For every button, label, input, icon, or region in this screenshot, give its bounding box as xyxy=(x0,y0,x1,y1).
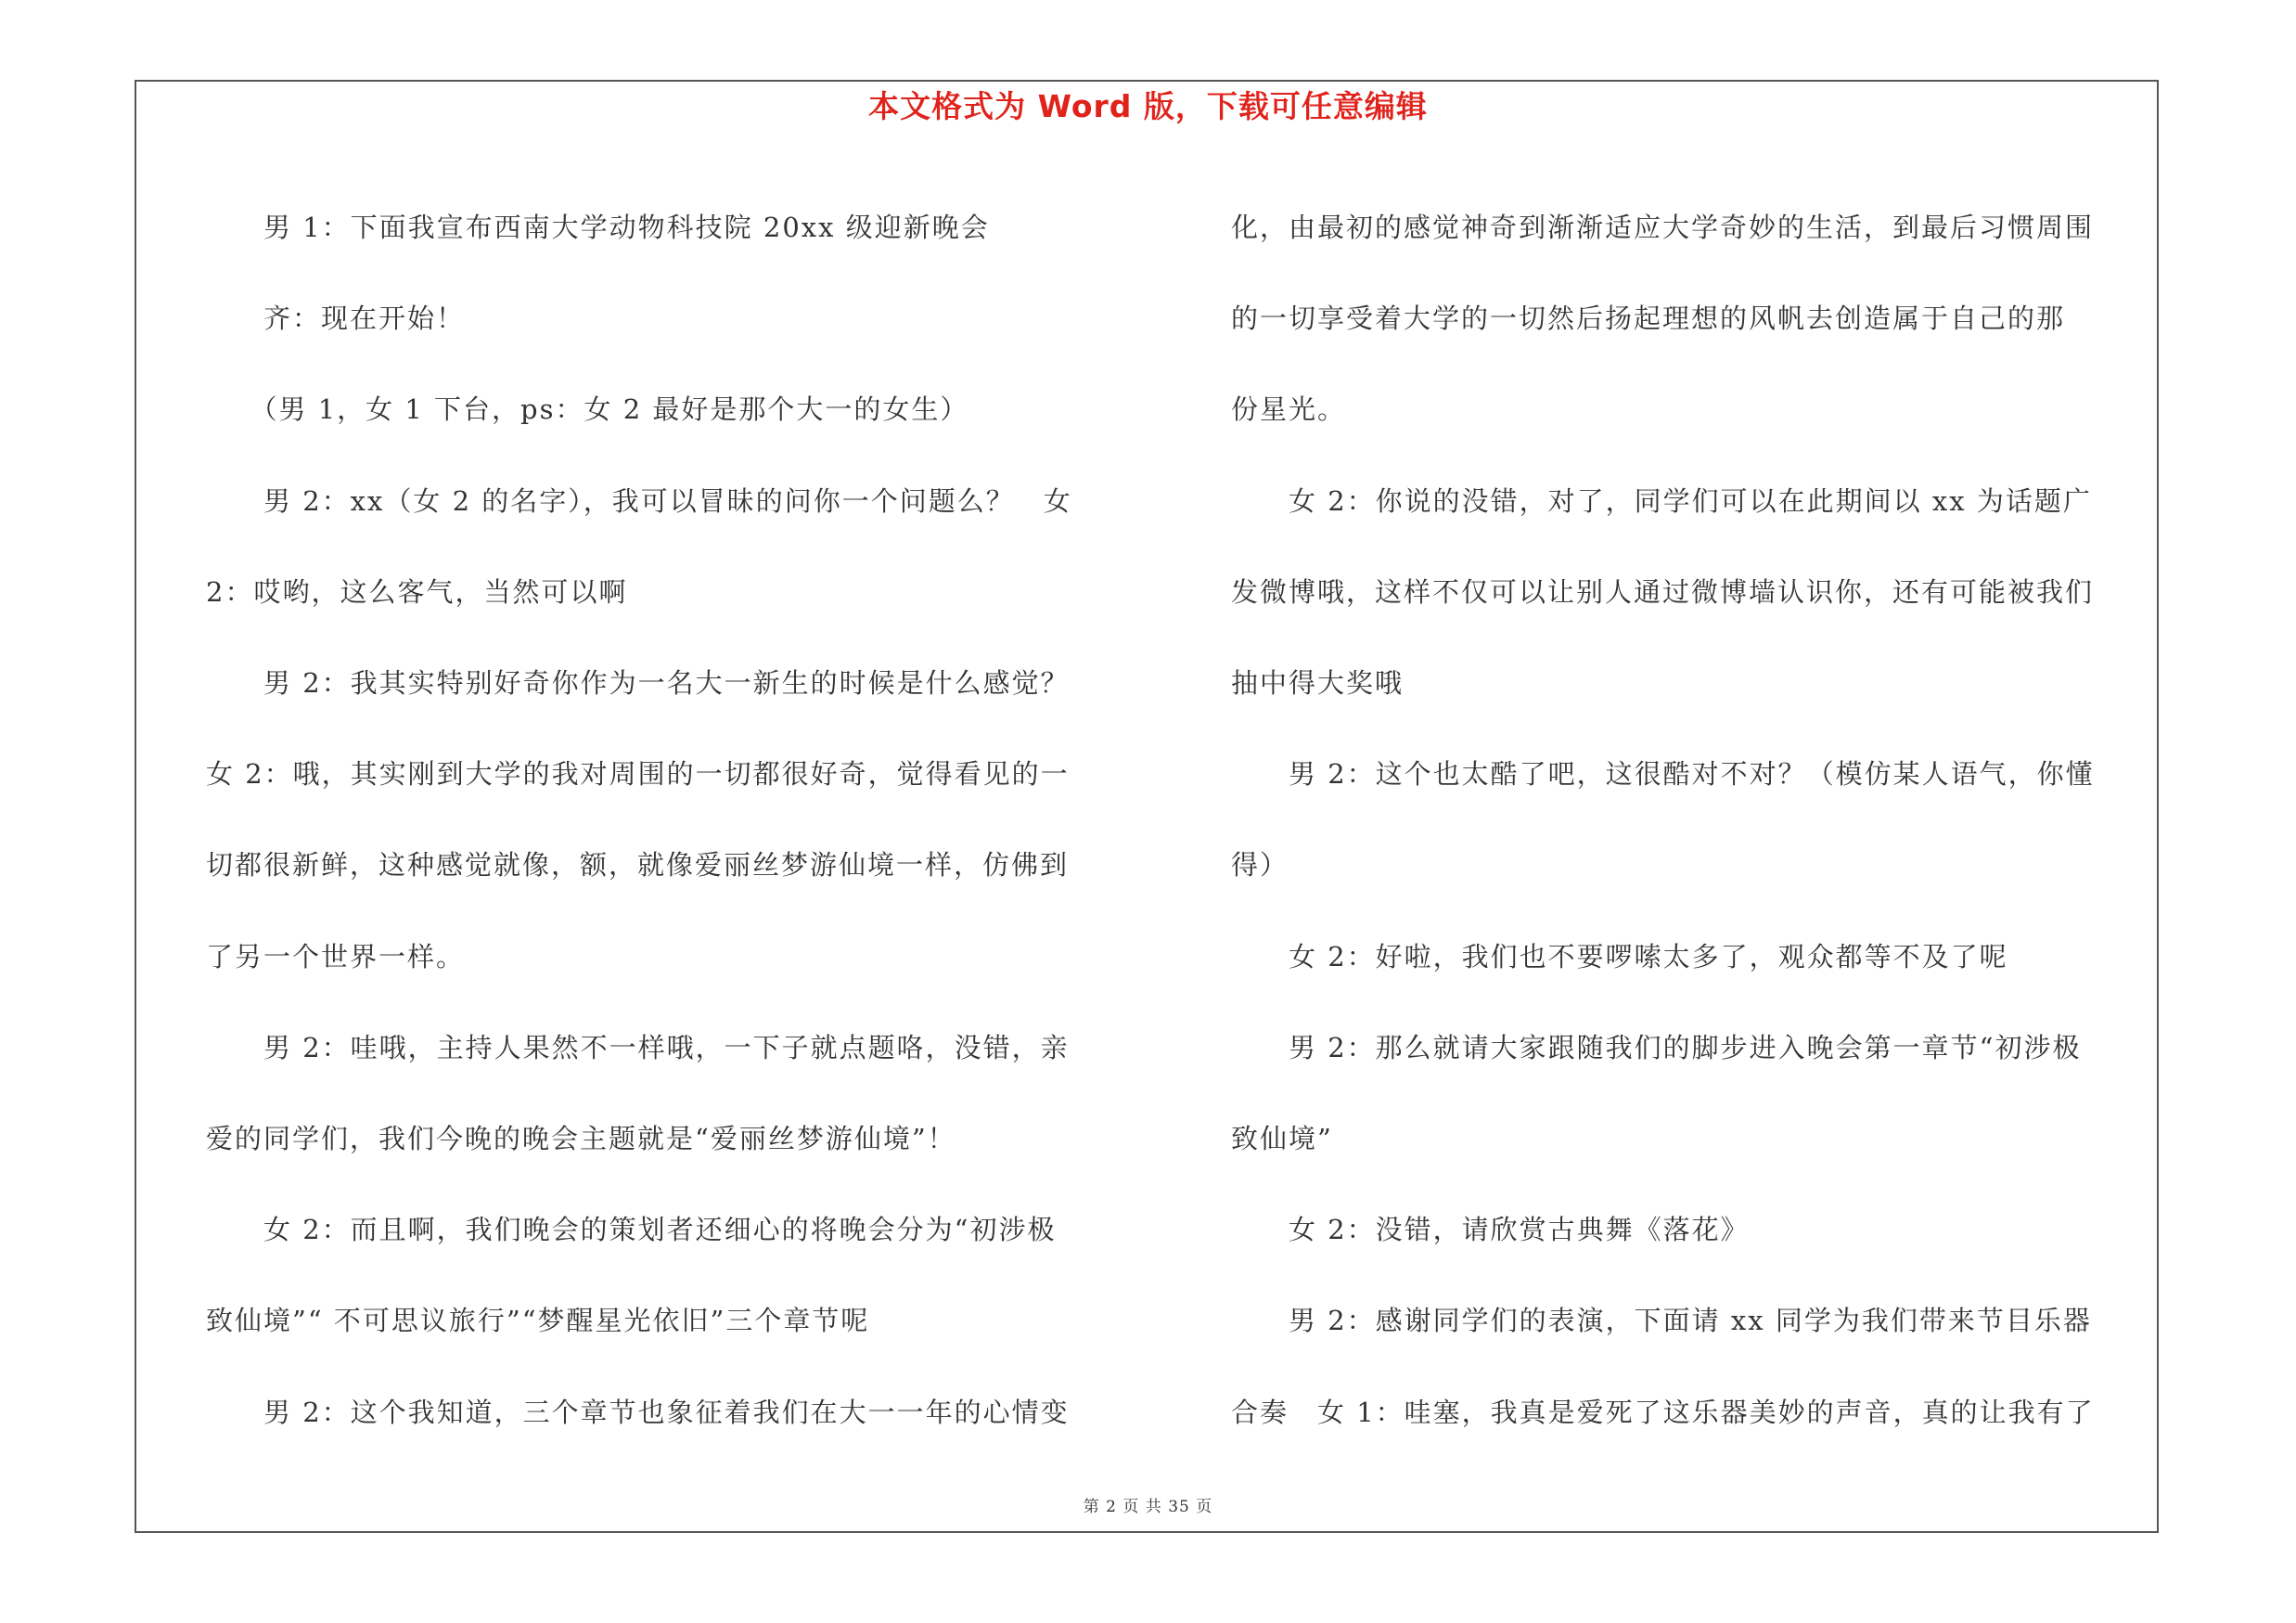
text-line: 致仙境” xyxy=(1231,1123,1333,1155)
text-line: 齐：现在开始！ xyxy=(206,303,466,335)
text-line: 男 2：这个我知道，三个章节也象征着我们在大一一年的心情变 xyxy=(206,1396,1070,1428)
text-line: 化，由最初的感觉神奇到渐渐适应大学奇妙的生活，到最后习惯周围 xyxy=(1231,212,2095,243)
text-line: 了另一个世界一样。 xyxy=(206,940,466,973)
text-line: 男 2：我其实特别好奇你作为一名大一新生的时候是什么感觉？ xyxy=(206,667,1070,700)
left-text-column xyxy=(206,182,1124,1458)
text-line: 2：哎哟，这么客气，当然可以啊 xyxy=(206,575,628,608)
text-line: 的一切享受着大学的一切然后扬起理想的风帆去创造属于自己的那 xyxy=(1231,303,2066,335)
text-line: 发微博哦，这样不仅可以让别人通过微博墙认识你，还有可能被我们 xyxy=(1231,575,2095,608)
text-line: 男 2：哇哦，主持人果然不一样哦，一下子就点题咯，没错，亲 xyxy=(206,1031,1070,1063)
text-line: 男 2：xx（女 2 的名字），我可以冒昧的问你一个问题么？ 女 xyxy=(206,484,1072,517)
text-line: 得） xyxy=(1231,849,1289,882)
text-line: 份星光。 xyxy=(1231,393,1347,426)
text-line: 抽中得大奖哦 xyxy=(1231,667,1405,700)
text-line: 男 2：那么就请大家跟随我们的脚步进入晚会第一章节“初涉极 xyxy=(1231,1031,2082,1063)
text-line: 男 2：这个也太酷了吧，这很酷对不对？（模仿某人语气，你懂 xyxy=(1231,758,2095,791)
text-line: 女 2：你说的没错，对了，同学们可以在此期间以 xx 为话题广 xyxy=(1231,484,2092,517)
right-text-column xyxy=(1231,182,2149,1458)
text-line: 女 2：哦，其实刚到大学的我对周围的一切都很好奇，觉得看见的一 xyxy=(206,758,1070,791)
text-line: 爱的同学们，我们今晚的晚会主题就是“爱丽丝梦游仙境”！ xyxy=(206,1123,956,1155)
text-line: （男 1，女 1 下台，ps：女 2 最好是那个大一的女生） xyxy=(206,393,969,426)
text-line: 男 1：下面我宣布西南大学动物科技院 20xx 级迎新晚会 xyxy=(206,212,990,243)
text-line: 切都很新鲜，这种感觉就像，额，就像爱丽丝梦游仙境一样，仿佛到 xyxy=(206,849,1070,882)
text-line: 女 2：而且啊，我们晚会的策划者还细心的将晚会分为“初涉极 xyxy=(206,1214,1057,1246)
page-number-footer: 第 2 页 共 35 页 xyxy=(1083,1498,1213,1516)
format-banner: 本文格式为 Word 版，下载可任意编辑 xyxy=(868,88,1428,124)
text-line: 女 2：没错，请欣赏古典舞《落花》 xyxy=(1231,1214,1750,1246)
text-line: 合奏 女 1：哇塞，我真是爱死了这乐器美妙的声音，真的让我有了 xyxy=(1231,1396,2095,1428)
text-line: 女 2：好啦，我们也不要啰嗦太多了，观众都等不及了呢 xyxy=(1231,940,2008,973)
text-line: 男 2：感谢同学们的表演，下面请 xx 同学为我们带来节目乐器 xyxy=(1231,1305,2092,1337)
text-line: 致仙境”“ 不可思议旅行”“梦醒星光依旧”三个章节呢 xyxy=(206,1305,870,1337)
